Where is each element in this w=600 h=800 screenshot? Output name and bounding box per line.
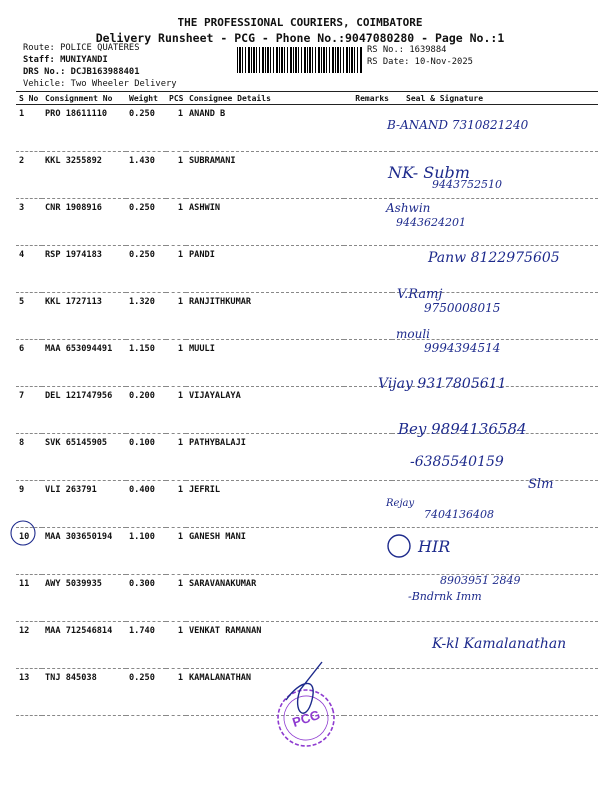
signature-cell	[392, 340, 598, 387]
consignment-cell: DEL 121747956	[42, 387, 126, 434]
weight-cell: 0.250	[126, 199, 166, 246]
remarks-cell	[344, 575, 392, 622]
remarks-cell	[344, 481, 392, 528]
remarks-cell	[344, 246, 392, 293]
remarks-cell	[344, 622, 392, 669]
table-row	[16, 340, 598, 387]
remarks-cell	[344, 669, 392, 716]
sno-cell: 5	[16, 293, 42, 340]
signature-row-7: Vijay 9317805611	[378, 376, 507, 392]
consignee-cell: PANDI	[186, 246, 344, 293]
signature-row-12-name: -Bndrnk Imm	[408, 590, 482, 603]
weight-cell: 1.740	[126, 622, 166, 669]
signature-cell	[392, 199, 598, 246]
pcs-cell: 1	[166, 152, 186, 199]
signature-row-8-main: Bey 9894136584	[398, 420, 527, 438]
runsheet-table	[16, 91, 598, 716]
consignee-cell: GANESH MANI	[186, 528, 344, 575]
consignment-cell: RSP 1974183	[42, 246, 126, 293]
remarks-cell	[344, 293, 392, 340]
signature-row-4: Panw 8122975605	[428, 250, 560, 266]
remarks-cell	[344, 528, 392, 575]
sno-cell: 3	[16, 199, 42, 246]
table-row	[16, 575, 598, 622]
pcs-cell: 1	[166, 293, 186, 340]
sno-cell: 2	[16, 152, 42, 199]
signature-row-2-phone: 9443752510	[432, 178, 502, 191]
consignment-cell: AWY 5039935	[42, 575, 126, 622]
table-row	[16, 387, 598, 434]
col-header-remarks: Remarks	[344, 92, 392, 105]
pcs-cell: 1	[166, 199, 186, 246]
weight-cell: 0.400	[126, 481, 166, 528]
weight-cell: 0.200	[126, 387, 166, 434]
signature-cell	[392, 246, 598, 293]
consignee-cell: VENKAT RAMANAN	[186, 622, 344, 669]
consignee-cell: PATHYBALAJI	[186, 434, 344, 481]
weight-cell: 0.100	[126, 434, 166, 481]
consignee-cell: SARAVANAKUMAR	[186, 575, 344, 622]
consignment-cell: KKL 3255892	[42, 152, 126, 199]
drs-number: DRS No.: DCJB163988401	[23, 67, 140, 77]
weight-cell: 0.300	[126, 575, 166, 622]
sno-cell: 7	[16, 387, 42, 434]
consignment-cell: SVK 65145905	[42, 434, 126, 481]
consignment-cell: TNJ 845038	[42, 669, 126, 716]
signature-cell	[392, 622, 598, 669]
pcs-cell: 1	[166, 481, 186, 528]
signature-cell	[392, 528, 598, 575]
signature-row-5-phone: 9750008015	[424, 301, 501, 315]
remarks-cell	[344, 199, 392, 246]
signature-row-10-name: Rejay	[386, 498, 415, 509]
col-header-weight: Weight	[126, 92, 166, 105]
col-header-consignment: Consignment No	[42, 92, 126, 105]
pcs-cell: 1	[166, 434, 186, 481]
table-row	[16, 481, 598, 528]
signature-cell	[392, 434, 598, 481]
table-row	[16, 622, 598, 669]
weight-cell: 1.320	[126, 293, 166, 340]
col-header-consignee: Consignee Details	[186, 92, 344, 105]
table-row	[16, 105, 598, 152]
signature-cell	[392, 387, 598, 434]
consignee-cell: SUBRAMANI	[186, 152, 344, 199]
table-row	[16, 199, 598, 246]
sno-cell: 11	[16, 575, 42, 622]
stamp-text: PCG	[290, 706, 322, 730]
signature-row-8-phone: -6385540159	[410, 454, 504, 470]
signature-cell	[392, 481, 598, 528]
pcs-cell: 1	[166, 246, 186, 293]
pcs-cell: 1	[166, 669, 186, 716]
route-label: Route: POLICE QUATERES	[23, 43, 140, 53]
signature-row-10-phone: 7404136408	[424, 508, 494, 521]
consignee-cell: VIJAYALAYA	[186, 387, 344, 434]
consignment-cell: MAA 303650194	[42, 528, 126, 575]
signature-row-6-phone: 9994394514	[424, 341, 501, 355]
staff-label: Staff: MUNIYANDI	[23, 55, 108, 65]
weight-cell: 0.250	[126, 105, 166, 152]
table-row	[16, 293, 598, 340]
table-row	[16, 434, 598, 481]
remarks-cell	[344, 152, 392, 199]
signature-row-5-name: V.Ramj	[397, 287, 443, 302]
pcs-cell: 1	[166, 340, 186, 387]
table-row	[16, 152, 598, 199]
consignee-cell: ANAND B	[186, 105, 344, 152]
weight-cell: 1.100	[126, 528, 166, 575]
rs-number: RS No.: 1639884	[367, 45, 447, 55]
consignment-cell: MAA 653094491	[42, 340, 126, 387]
signature-row-6-name: mouli	[396, 327, 431, 341]
signature-cell	[392, 152, 598, 199]
table-header-row	[16, 92, 598, 105]
signature-row-2-name: NK- Subm	[388, 163, 470, 182]
sno-cell: 6	[16, 340, 42, 387]
consignment-cell: PRO 18611110	[42, 105, 126, 152]
remarks-cell	[344, 434, 392, 481]
table-row	[16, 246, 598, 293]
signature-row-3-name: Ashwin	[386, 201, 431, 215]
signature-row-8-initials: Slm	[528, 477, 554, 492]
signature-row-1: B-ANAND 7310821240	[387, 118, 529, 132]
remarks-cell	[344, 340, 392, 387]
signature-cell	[392, 669, 598, 716]
consignment-cell: KKL 1727113	[42, 293, 126, 340]
consignment-cell: VLI 263791	[42, 481, 126, 528]
sno-cell: 8	[16, 434, 42, 481]
document-title: THE PROFESSIONAL COURIERS, COIMBATORE	[177, 16, 423, 29]
weight-cell: 1.430	[126, 152, 166, 199]
consignee-cell: KAMALANATHAN	[186, 669, 344, 716]
signature-cell	[392, 293, 598, 340]
signature-cell	[392, 105, 598, 152]
rs-date: RS Date: 10-Nov-2025	[367, 57, 473, 67]
signature-row-3-phone: 9443624201	[396, 216, 466, 229]
consignment-cell: CNR 1908916	[42, 199, 126, 246]
col-header-pcs: PCS	[166, 92, 186, 105]
pcs-cell: 1	[166, 622, 186, 669]
signature-row-11: HIR	[418, 537, 451, 556]
remarks-cell	[344, 387, 392, 434]
consignee-cell: MUULI	[186, 340, 344, 387]
consignee-cell: JEFRIL	[186, 481, 344, 528]
sno-cell: 12	[16, 622, 42, 669]
vehicle-label: Vehicle: Two Wheeler Delivery	[23, 79, 177, 89]
col-header-signature: Seal & Signature	[392, 92, 598, 105]
sno-cell: 13	[16, 669, 42, 716]
pcs-cell: 1	[166, 105, 186, 152]
pcs-cell: 1	[166, 387, 186, 434]
pcs-cell: 1	[166, 575, 186, 622]
signature-row-13: K-kl Kamalanathan	[432, 636, 567, 652]
sno-cell: 1	[16, 105, 42, 152]
signature-cell	[392, 575, 598, 622]
weight-cell: 0.250	[126, 246, 166, 293]
weight-cell: 0.250	[126, 669, 166, 716]
remarks-cell	[344, 105, 392, 152]
sno-cell: 10	[16, 528, 42, 575]
pcs-cell: 1	[166, 528, 186, 575]
weight-cell: 1.150	[126, 340, 166, 387]
signature-row-12-phone: 8903951 2849	[440, 574, 521, 587]
barcode	[237, 47, 363, 73]
consignee-cell: ASHWIN	[186, 199, 344, 246]
consignment-cell: MAA 712546814	[42, 622, 126, 669]
sno-cell: 4	[16, 246, 42, 293]
col-header-sno: S No	[16, 92, 42, 105]
table-row	[16, 528, 598, 575]
sno-cell: 9	[16, 481, 42, 528]
runsheet-subtitle: Delivery Runsheet - PCG - Phone No.:9047080280 - Page No.:1	[95, 31, 505, 45]
table-row	[16, 669, 598, 716]
consignee-cell: RANJITHKUMAR	[186, 293, 344, 340]
